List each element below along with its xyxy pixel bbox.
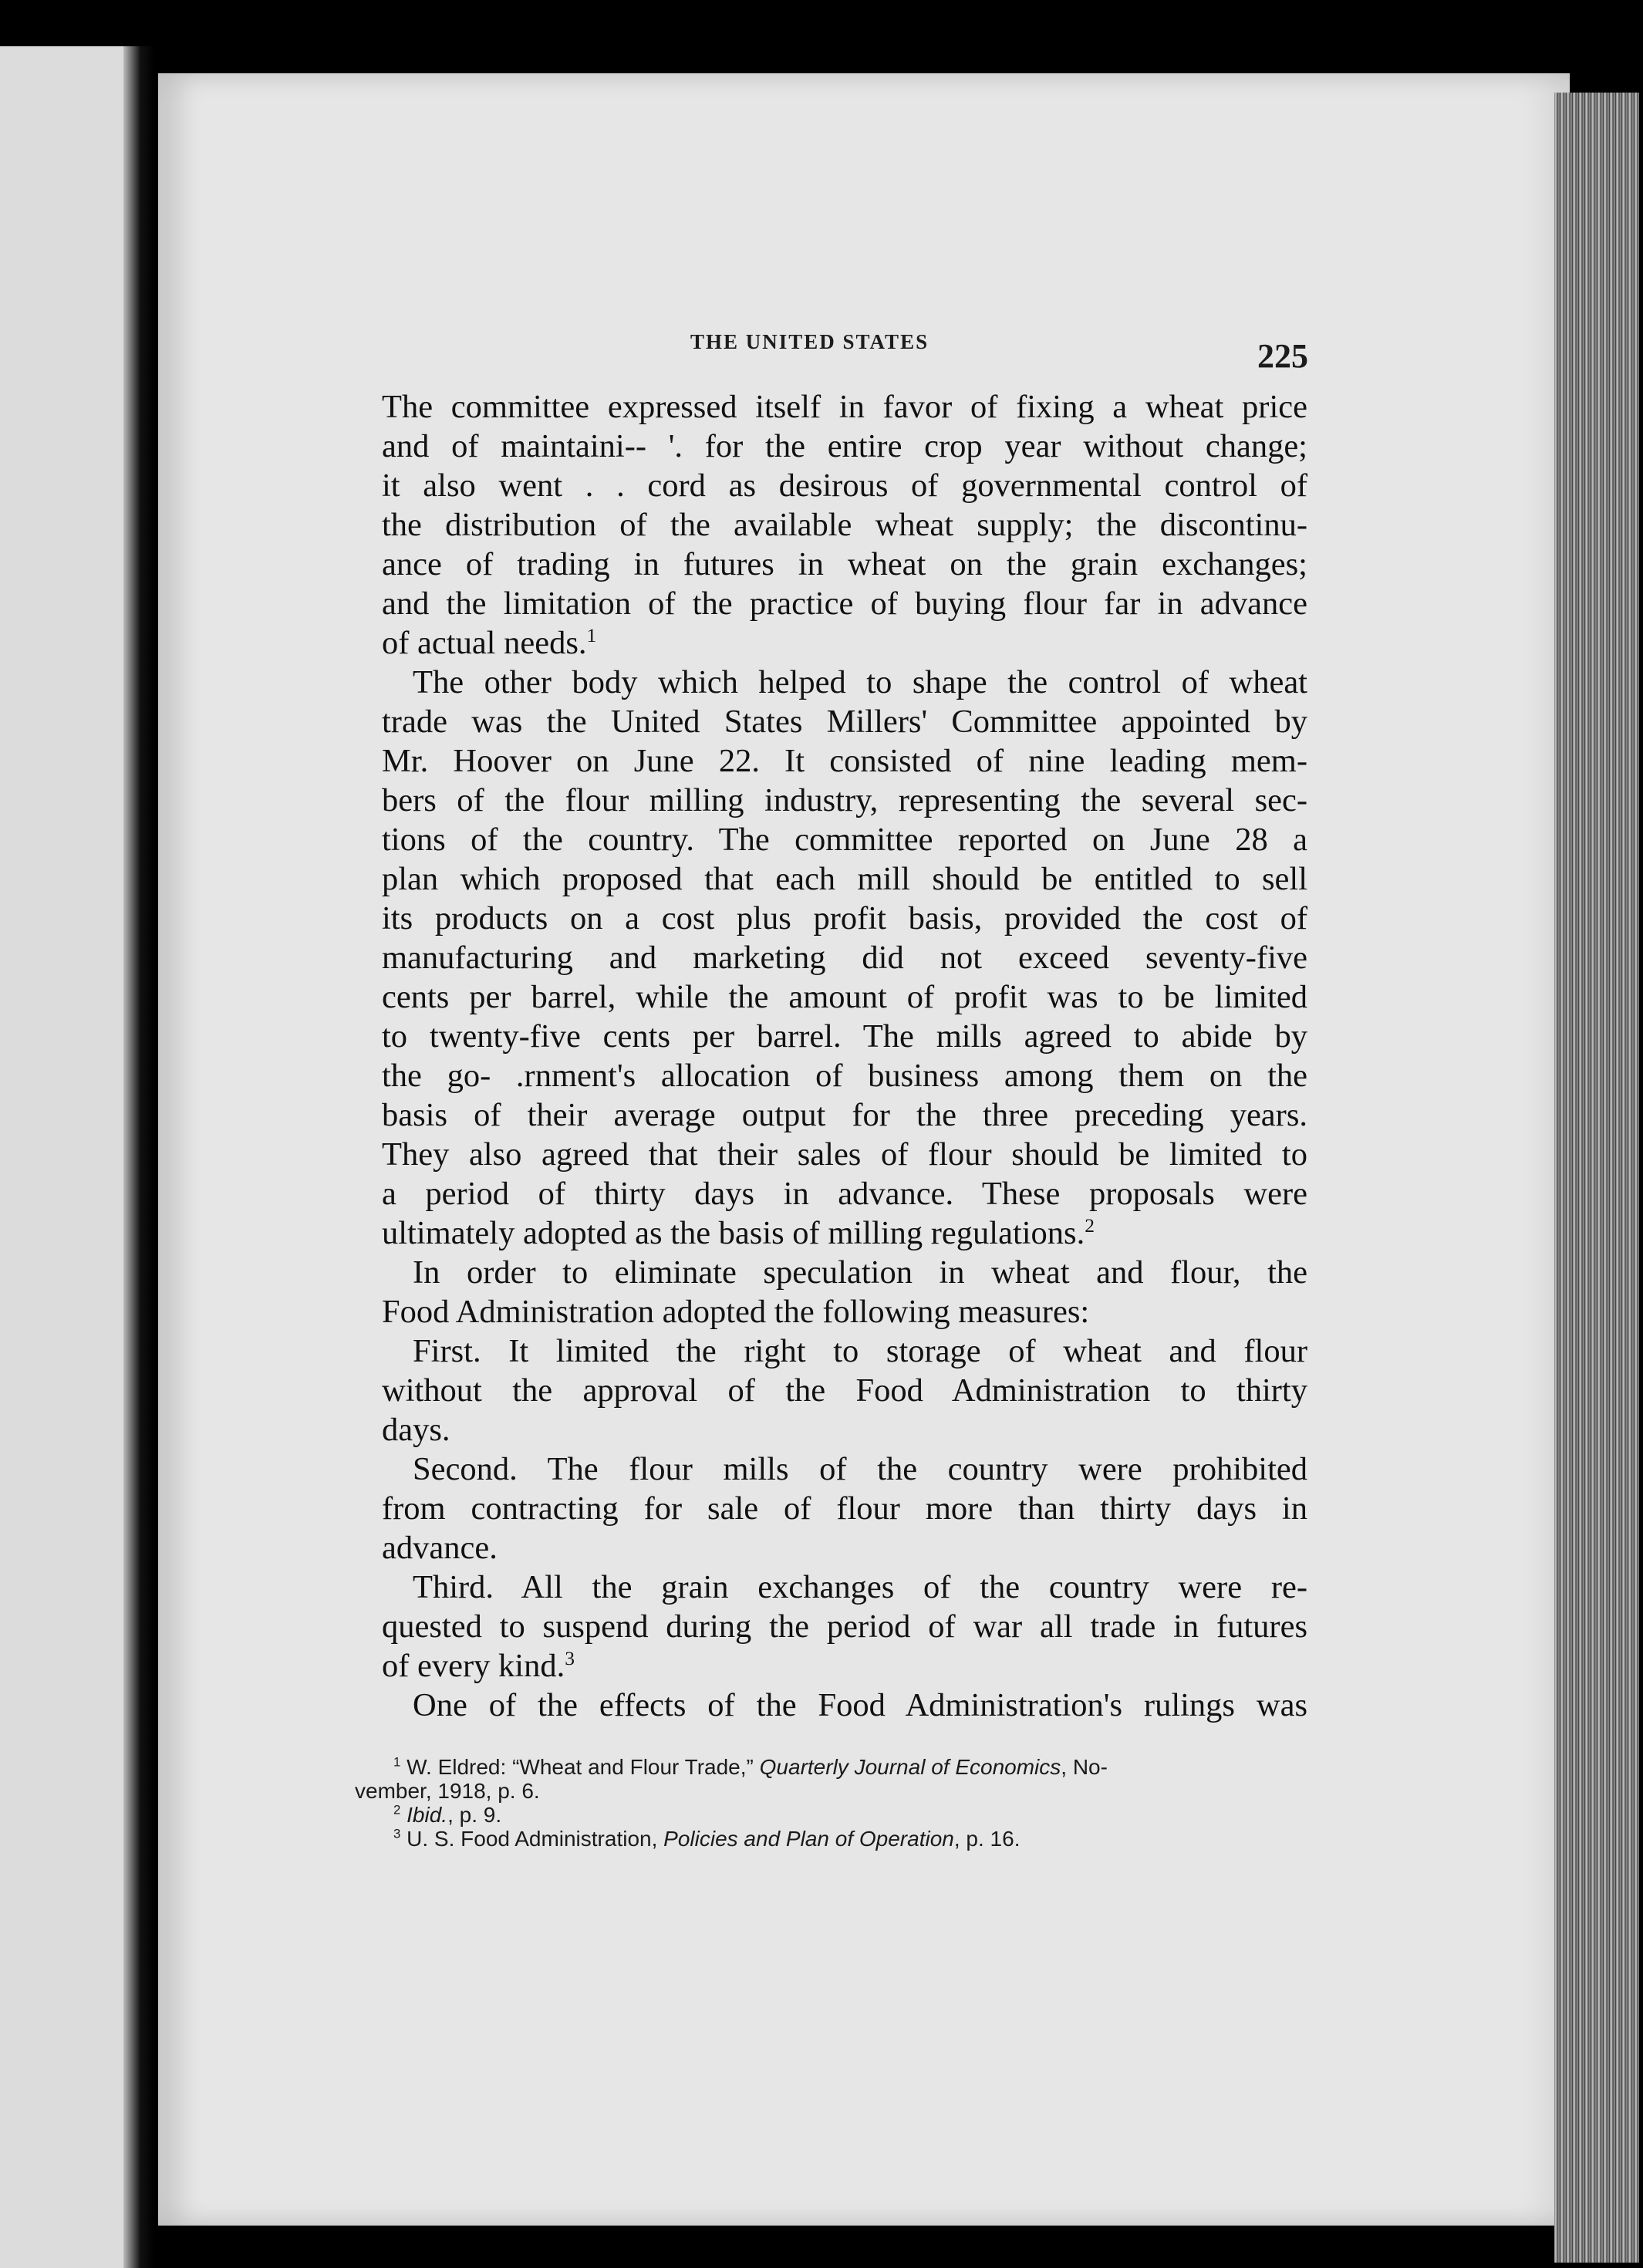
text-line: One of the effects of the Food Administration's rulings was: [413, 1687, 1307, 1723]
text-line: bers of the flour milling industry, representing the several sec-: [382, 782, 1307, 818]
text-line: without the approval of the Food Administration to thirty: [382, 1372, 1307, 1409]
text-line: Mr. Hoover on June 22. It consisted of nine leading mem-: [382, 743, 1307, 779]
footnote-reference: 2: [1085, 1213, 1095, 1237]
text-line: of every kind.$^3$: [382, 1646, 575, 1684]
page-stack-edge: [1554, 93, 1639, 2263]
text-line: the distribution of the available wheat supply; the discontinu-: [382, 507, 1307, 543]
text-line: of actual needs.$^1$: [382, 623, 597, 661]
footnote-3: $^3$ U. S. Food Administration, Policies and Plan of Operation, p. 16.: [393, 1826, 1021, 1851]
running-title: THE UNITED STATES: [690, 330, 929, 353]
text-line: ance of trading in futures in wheat on the grain exchanges;: [382, 546, 1307, 582]
text-line: advance.: [382, 1530, 498, 1566]
footnote-1-continued: vember, 1918, p. 6.: [355, 1779, 540, 1803]
footnote-1: $^1$ W. Eldred: “Wheat and Flour Trade,” Quarterly Journal of Economics, No-: [393, 1754, 1108, 1779]
footnote-2: $^2$ Ibid., p. 9.: [393, 1802, 502, 1827]
text-line: manufacturing and marketing did not exceed seventy-five: [382, 940, 1307, 976]
text-line: tions of the country. The committee reported on June 28 a: [382, 822, 1307, 858]
text-line: ultimately adopted as the basis of milling regulations.$^2$: [382, 1213, 1095, 1251]
text-line: a period of thirty days in advance. These proposals were: [382, 1176, 1307, 1212]
body-text: [382, 387, 1307, 1725]
text-line: its products on a cost plus profit basis, provided the cost of: [382, 900, 1307, 937]
text-line: The other body which helped to shape the control of wheat: [413, 664, 1307, 700]
footnotes: [355, 1755, 1323, 1851]
text-line: the go- .rnment's allocation of business among them on the: [382, 1058, 1307, 1094]
text-line: In order to eliminate speculation in wheat and flour, the: [413, 1254, 1307, 1291]
footnote-mark: 2: [393, 1802, 401, 1817]
text-line: and the limitation of the practice of buying flour far in advance: [382, 586, 1307, 622]
text-line: plan which proposed that each mill should be entitled to sell: [382, 861, 1307, 897]
text-line: First. It limited the right to storage of wheat and flour: [413, 1333, 1307, 1369]
text-line: The committee expressed itself in favor of fixing a wheat price: [382, 389, 1307, 425]
book-gutter: [123, 46, 154, 2268]
text-line: trade was the United States Millers' Committee appointed by: [382, 704, 1307, 740]
footnote-reference: 1: [586, 623, 597, 646]
text-line: quested to suspend during the period of war all trade in futures: [382, 1608, 1307, 1645]
text-line: Third. All the grain exchanges of the country were re-: [413, 1569, 1307, 1605]
text-line: from contracting for sale of flour more than thirty days in: [382, 1490, 1307, 1527]
footnote-mark: 3: [393, 1826, 401, 1841]
text-line: days.: [382, 1412, 450, 1448]
text-line: Second. The flour mills of the country were prohibited: [413, 1451, 1307, 1487]
footnote-reference: 3: [565, 1646, 575, 1669]
text-line: and of maintaini-- '. for the entire crop year without change;: [382, 428, 1307, 464]
text-line: basis of their average output for the three preceding years.: [382, 1097, 1307, 1133]
text-line: it also went . . cord as desirous of governmental control of: [382, 467, 1307, 504]
text-line: Food Administration adopted the following measures:: [382, 1294, 1090, 1330]
page-number: 225: [1257, 337, 1308, 375]
footnote-mark: 1: [393, 1754, 401, 1770]
facing-page-edge: [0, 46, 135, 2268]
text-line: to twenty-five cents per barrel. The mills agreed to abide by: [382, 1018, 1307, 1055]
text-line: They also agreed that their sales of flour should be limited to: [382, 1136, 1307, 1173]
text-line: cents per barrel, while the amount of profit was to be limited: [382, 979, 1307, 1015]
